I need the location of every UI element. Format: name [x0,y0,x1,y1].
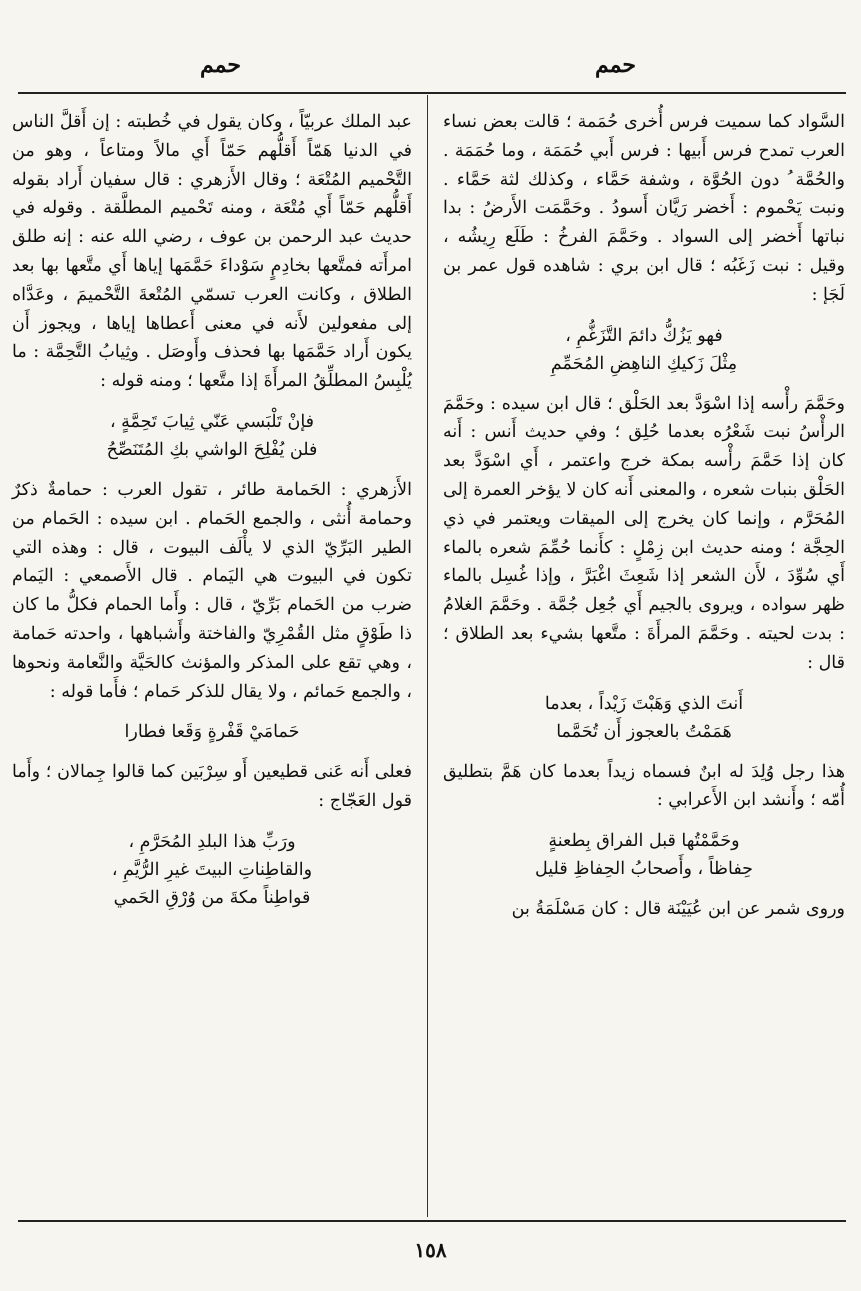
verse-line: مِثْلَ زَكيكِ الناهِضِ المُحَمِّمِ [550,353,738,374]
right-paragraph-1: السَّواد كما سميت فرس أُخرى حُمَمة ؛ قالت بعض نساء العرب تمدح فرس أَبيها : فرس أَبي حُمَمَة ، وما حُمَمَة . والحُمَّة ُ دون الحُوَّة ، وشفة حَمَّاء ، وكذلك لثة حَمَّاء . ونبت يَحْموم : أَخضر رَيَّان أَسودُ . وحَمَّمَت الأَرضُ : بدا نباتها أَخضر إلى السواد . وحَمَّمَ الفرخُ : طَلَع رِيشُه ، وقيل : نبت زَغَبُه ؛ قال ابن بري : شاهده قول عمر بن لَجَإ : [443,112,845,305]
verse-line: فلن يُفْلِحَ الواشي بكِ المُتَنَصِّحُ [106,439,318,460]
left-verse-3 [12,828,412,912]
left-paragraph-1: عبد الملك عربيّاً ، وكان يقول في خُطبته : إن أَقلَّ الناس في الدنيا هَمّاً أَقلُّهم حَمّاً أَي مالاً ومتاعاً ، وهو من التَّحْميم المُتْعَة ؛ وقال الأَزهري : قال سفيان أَراد بقوله أَقلُّهم حَمّاً أَي مُتْعَة ، ومنه تَحْميم المطلَّقة . وقوله في حديث عبد الرحمن بن عوف ، رضي الله عنه : إنه طلق امرأَته فمتَّعها بخادِمٍ سَوْداءَ حَمَّمَها إياها أَي متَّعها بها بعد الطلاق ، وكانت العرب تسمّي المُتْعةَ التَّحْميمَ ، وعَدَّاه إلى مفعولين لأَنه في معنى أَعطاها إياها ، ويجوز أَن يكون أَراد حَمَّمَها بها فحذف وأَوصَل . وثِيابُ التَّحِمَّة : ما يُلْبِسُ المطلِّقُ المرأَةَ إذا متَّعها ؛ ومنه قوله : [12,112,412,392]
top-rule [18,92,846,94]
verse-line: حَمامَيْ قَفْرةٍ وَقَعا فطارا [124,722,300,743]
left-paragraph-3: فعلى أَنه عَنى قطيعين أَو سِرْبَين كما قالوا جِمالان ؛ وأَما قول العَجّاج : [12,762,412,812]
right-verse-1 [443,322,845,378]
verse-line: ورَبِّ هذا البلدِ المُحَرَّمِ ، [128,831,296,852]
column-divider [427,95,428,1217]
verse-line: حِفاظاً ، وأَصحابُ الحِفاظِ قليل [535,859,753,880]
page-header [0,52,861,92]
verse-line: هَمَمْتُ بالعجوز أَن تُحَمَّما [556,721,732,742]
right-paragraph-4: وروى شمر عن ابن عُيَيْنَة قال : كان مَسْلَمَةُ بن [511,899,845,920]
verse-line: فهو يَزُكُّ دائمَ التَّزَغُّمِ ، [565,325,723,346]
left-verse-1 [12,408,412,464]
verse-line: أَنتَ الذي وَهَبْتَ زَيْداً ، بعدما [544,693,744,714]
right-paragraph-3: هذا رجل وُلِدَ له ابنٌ فسماه زيداً بعدما كان هَمَّ بتطليق أُمّه ؛ وأَنشد ابن الأَعرابي : [443,761,845,811]
verse-line: وحَمَّمْتُها قبل الفراق بِطعنةٍ [548,831,740,852]
verse-line: فإنْ تَلْبَسي عَنّي ثِيابَ تَحِمَّةٍ ، [109,411,315,432]
verse-line: والقاطِناتِ البيتَ غيرِ الرُّيَّمِ ، [111,859,313,880]
page-number: ١٥٨ [414,1238,447,1262]
left-column [12,108,412,924]
right-paragraph-2: وحَمَّمَ رأْسه إذا اسْوَدَّ بعد الحَلْق ؛ قال ابن سيده : وحَمَّمَ الرأْسُ نبت شَعْرُه بعدما حُلِق ؛ وفي حديث أَنس : أَنه كان إذا حَمَّمَ رأْسه بمكة خرج واعتمر ، أَي اسْوَدَّ بعد الحَلْق بنبات شعره ، والمعنى أَنه كان لا يؤخر العمرة إلى المُحَرَّم ، وإنما كان يخرج إلى الميقات ويعتمر في ذي الحِجَّة ؛ ومنه حديث ابن زِمْلٍ : كأَنما حُمِّمَ شعره بالماء أَي سُوِّدَ ، لأَن الشعر إذا شَعِثَ اغْبَرَّ ، وإذا غُسِل بالماء ظهر سواده ، ويروى بالجيم أَي جُعِل جُمَّة . وحَمَّمَ الغلامُ : بدت لحيته . وحَمَّمَ المرأَةَ : متَّعها بشيء بعد الطلاق ؛ قال : [443,393,845,673]
bottom-rule [18,1220,846,1222]
headword-right: حمم [595,52,636,78]
verse-line: قواطِناً مكةَ من وُرْقِ الحَمي [113,887,311,908]
headword-left: حمم [200,52,241,78]
right-verse-2 [443,690,845,746]
left-verse-2 [12,718,412,746]
right-column [443,108,845,924]
right-verse-3 [443,827,845,883]
left-paragraph-2: الأَزهري : الحَمامة طائر ، تقول العرب : حمامةٌ ذكرٌ وحمامة أُنثى ، والجمع الحَمام . ابن سيده : الحَمام من الطير البَرِّيّ الذي لا يأْلَف البيوت ، قال : وهذه التي تكون في البيوت هي اليَمام . قال الأَصمعي : اليَمام ضرب من الحَمام بَرِّيّ ، قال : وأَما الحمام فكلُّ ما كان ذا طَوْقٍ مثل القُمْرِيّ والفاختة وأَشباهها ، واحدته حَمامة ، وهي تقع على المذكر والمؤنث كالحَيَّة والنَّعامة ونحوها ، والجمع حَمائم ، ولا يقال للذكر حَمام ؛ فأَما قوله : [12,479,412,702]
